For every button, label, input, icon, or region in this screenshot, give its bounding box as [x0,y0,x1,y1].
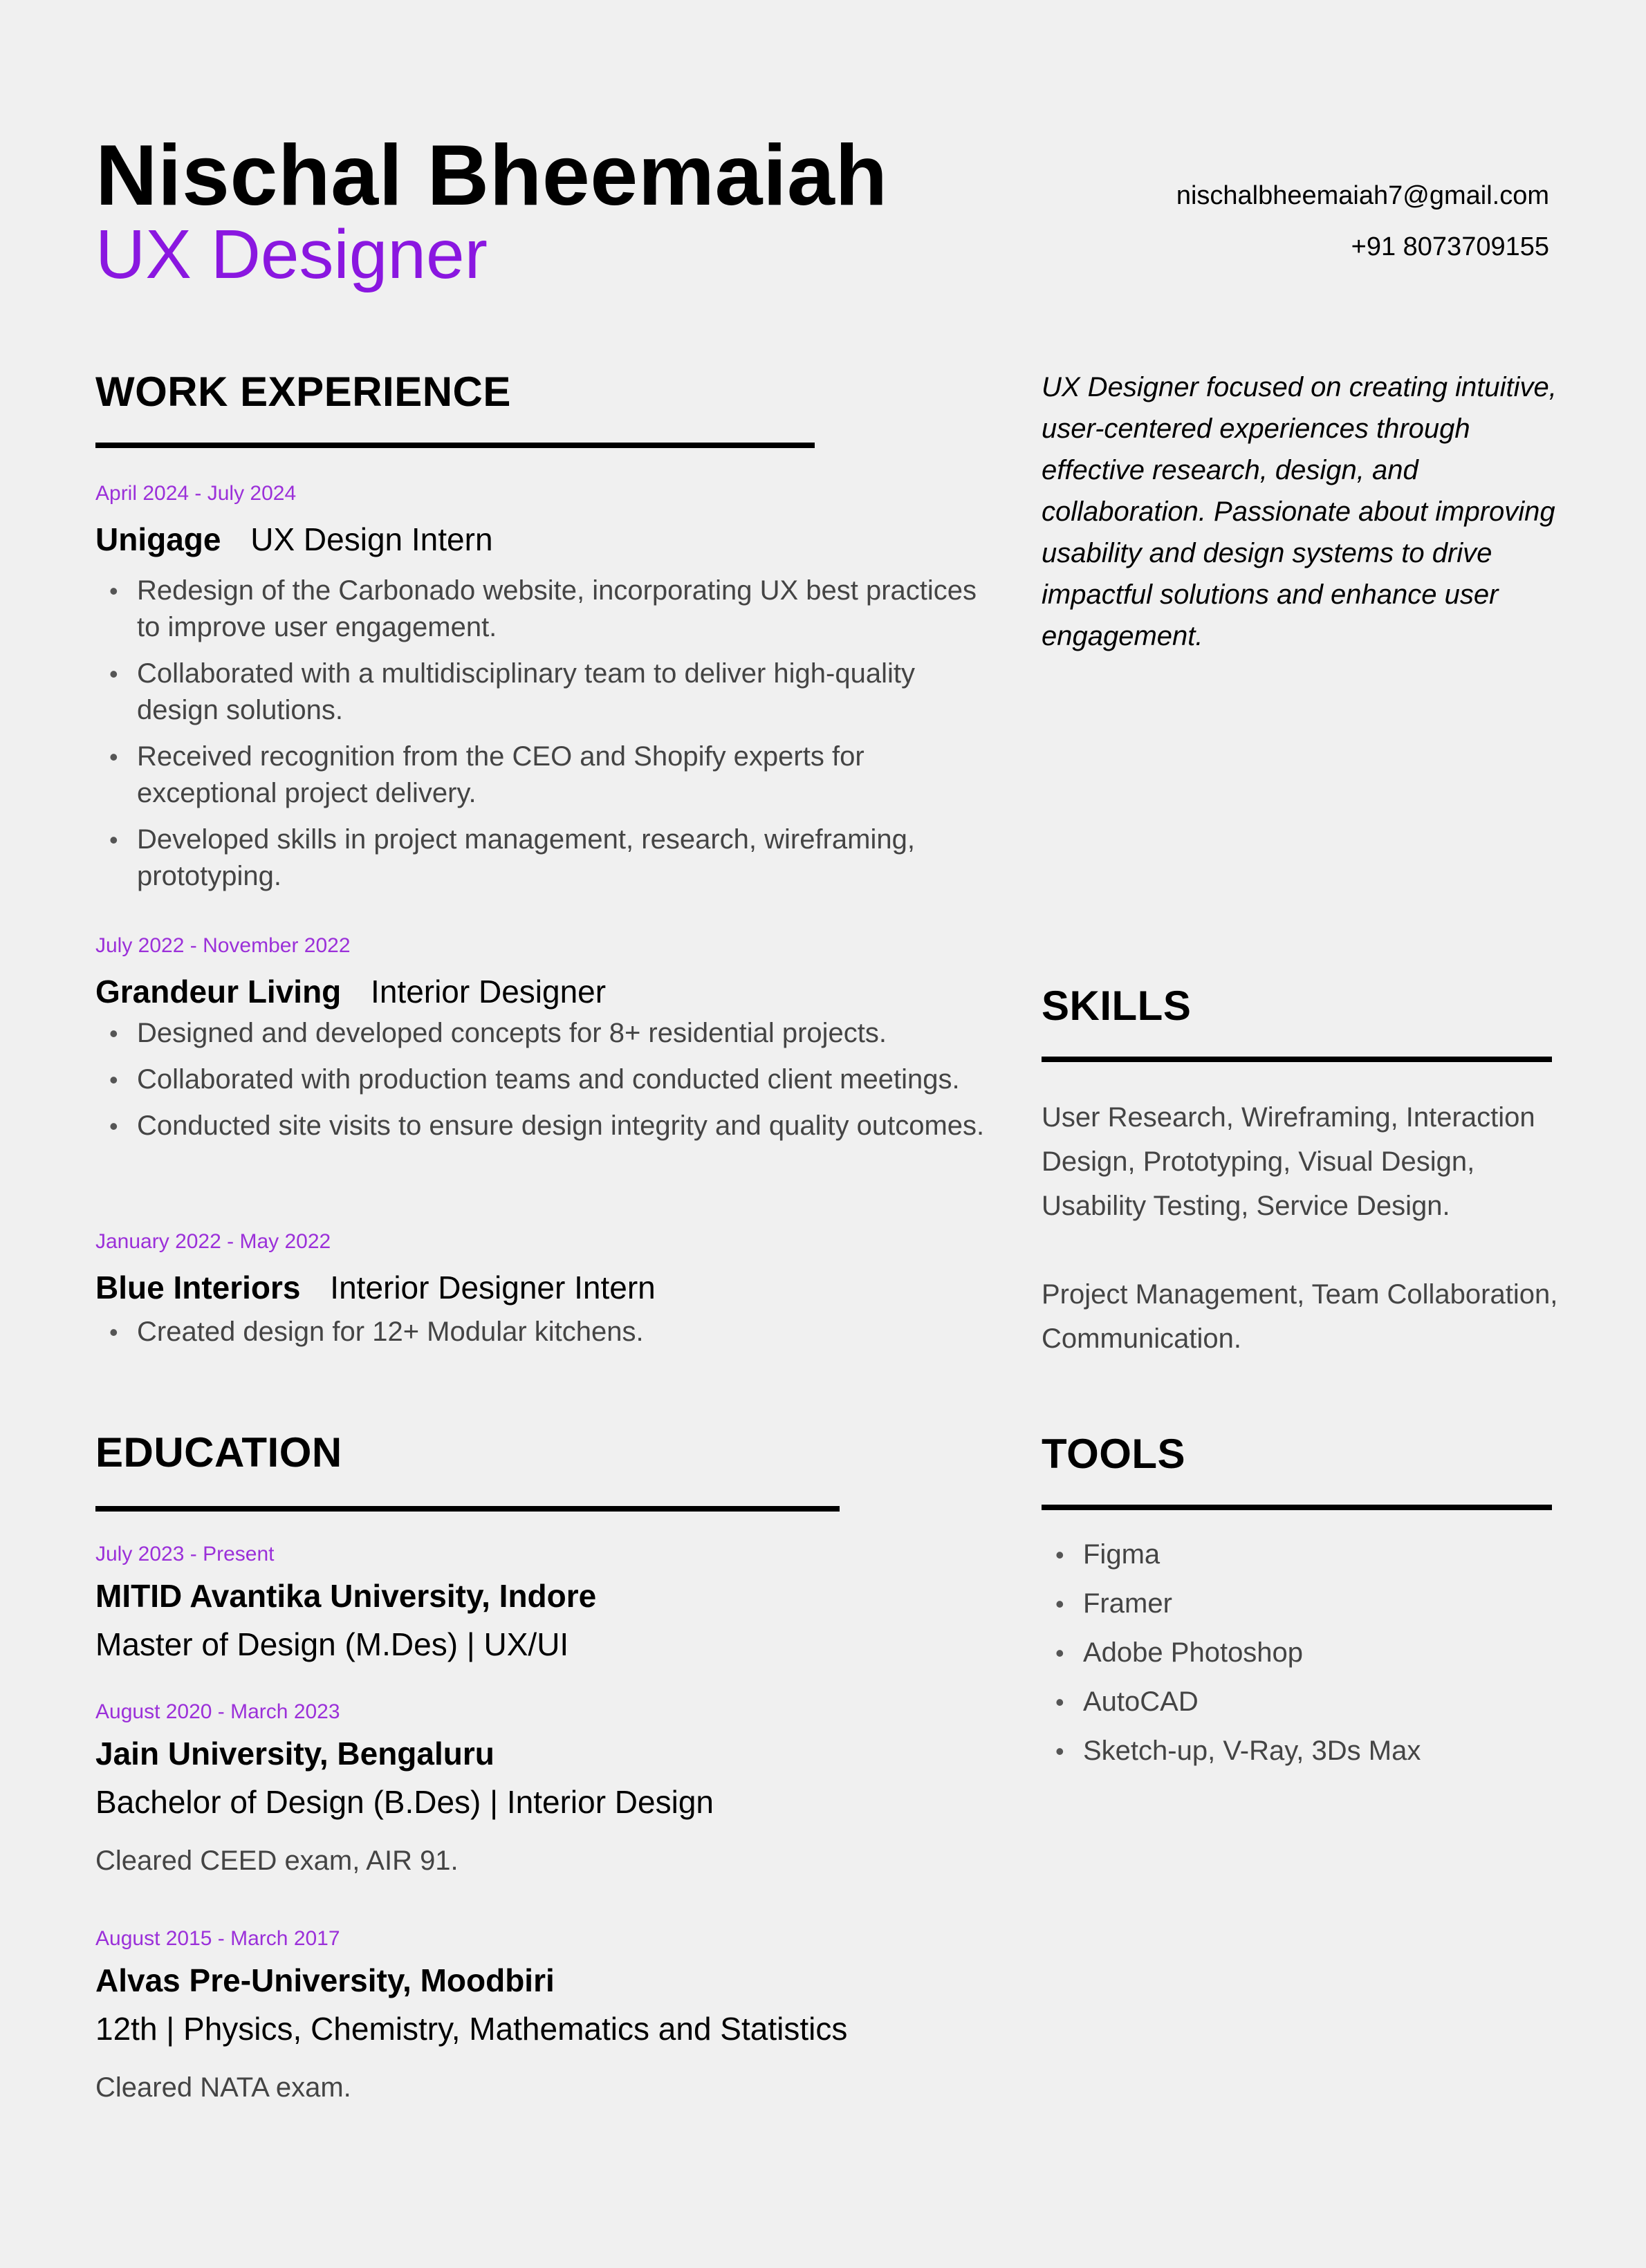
candidate-name: Nischal Bheemaiah [95,128,888,223]
job-title: Interior Designer [371,974,607,1010]
job-bullet: • Conducted site visits to ensure design integrity and quality outcomes. [95,1108,995,1144]
job-bullets [95,1015,995,1144]
tool-item: • Figma [1042,1536,1567,1573]
candidate-role: UX Designer [95,216,488,293]
job-bullet: • Received recognition from the CEO and Shopify experts for exceptional project delivery. [95,738,995,812]
job-heading [95,1267,995,1308]
job-entry [95,932,995,1154]
job-heading [95,971,995,1012]
tool-item: • Framer [1042,1586,1567,1622]
education-degree: Master of Design (M.Des) | UX/UI [95,1626,569,1662]
education-school: Jain University, Bengaluru [95,1736,494,1772]
job-company: Grandeur Living [95,974,342,1010]
job-date: April 2024 - July 2024 [95,482,297,505]
skills-heading: SKILLS [1042,983,1192,1029]
tool-item: • Adobe Photoshop [1042,1635,1567,1671]
education-date: August 2015 - March 2017 [95,1927,340,1950]
education-degree: 12th | Physics, Chemistry, Mathematics and Statistics [95,2011,848,2047]
skills-soft-list: Project Management, Team Collaboration, Communication. [1042,1279,1558,1354]
job-company: Blue Interiors [95,1270,301,1305]
tool-item: • AutoCAD [1042,1684,1567,1720]
job-date: January 2022 - May 2022 [95,1230,331,1253]
education-divider [95,1506,840,1512]
work-experience-heading: WORK EXPERIENCE [95,369,511,415]
work-experience-divider [95,443,815,448]
education-entry [95,1698,995,1878]
job-bullet: • Developed skills in project management, research, wireframing, prototyping. [95,821,995,895]
education-school: Alvas Pre-University, Moodbiri [95,1962,555,1998]
education-degree: Bachelor of Design (B.Des) | Interior Design [95,1784,714,1820]
education-heading: EDUCATION [95,1429,342,1476]
job-bullets [95,573,995,895]
education-entry [95,1541,995,1665]
job-company: Unigage [95,521,221,557]
job-entry [95,1228,995,1360]
job-heading [95,519,995,560]
education-note: Cleared NATA exam. [95,2072,351,2103]
skills-design-list: User Research, Wireframing, Interaction Design, Prototyping, Visual Design, Usability Testing, Service Design. [1042,1102,1535,1221]
tools-list [1042,1536,1567,1782]
education-school: MITID Avantika University, Indore [95,1578,597,1614]
email-link[interactable]: nischalbheemaiah7@gmail.com [1176,181,1549,210]
job-bullet: • Collaborated with a multidisciplinary team to deliver high-quality design solutions. [95,656,995,729]
skills-divider [1042,1057,1552,1062]
tools-divider [1042,1505,1552,1510]
job-bullet: • Collaborated with production teams and conducted client meetings. [95,1061,995,1098]
education-note: Cleared CEED exam, AIR 91. [95,1846,459,1876]
phone-number: +91 8073709155 [1351,232,1549,261]
job-date: July 2022 - November 2022 [95,934,351,957]
job-bullet: • Created design for 12+ Modular kitchens. [95,1314,995,1350]
profile-summary: UX Designer focused on creating intuitive, user-centered experiences through effective research, design, and collaboration. Passionate about improving usability and design systems to drive impactful solutions and enhance user engagement. [1042,372,1557,651]
job-bullets [95,1314,995,1350]
education-entry [95,1925,995,2105]
tools-heading: TOOLS [1042,1431,1186,1477]
education-date: July 2023 - Present [95,1543,275,1565]
job-entry [95,480,995,904]
contact-block [1176,170,1549,272]
job-title: UX Design Intern [250,521,493,557]
job-bullet: • Designed and developed concepts for 8+ residential projects. [95,1015,995,1052]
education-date: August 2020 - March 2023 [95,1700,340,1723]
job-bullet: • Redesign of the Carbonado website, incorporating UX best practices to improve user engagement. [95,573,995,646]
tool-item: • Sketch-up, V-Ray, 3Ds Max [1042,1733,1567,1769]
job-title: Interior Designer Intern [330,1270,656,1305]
